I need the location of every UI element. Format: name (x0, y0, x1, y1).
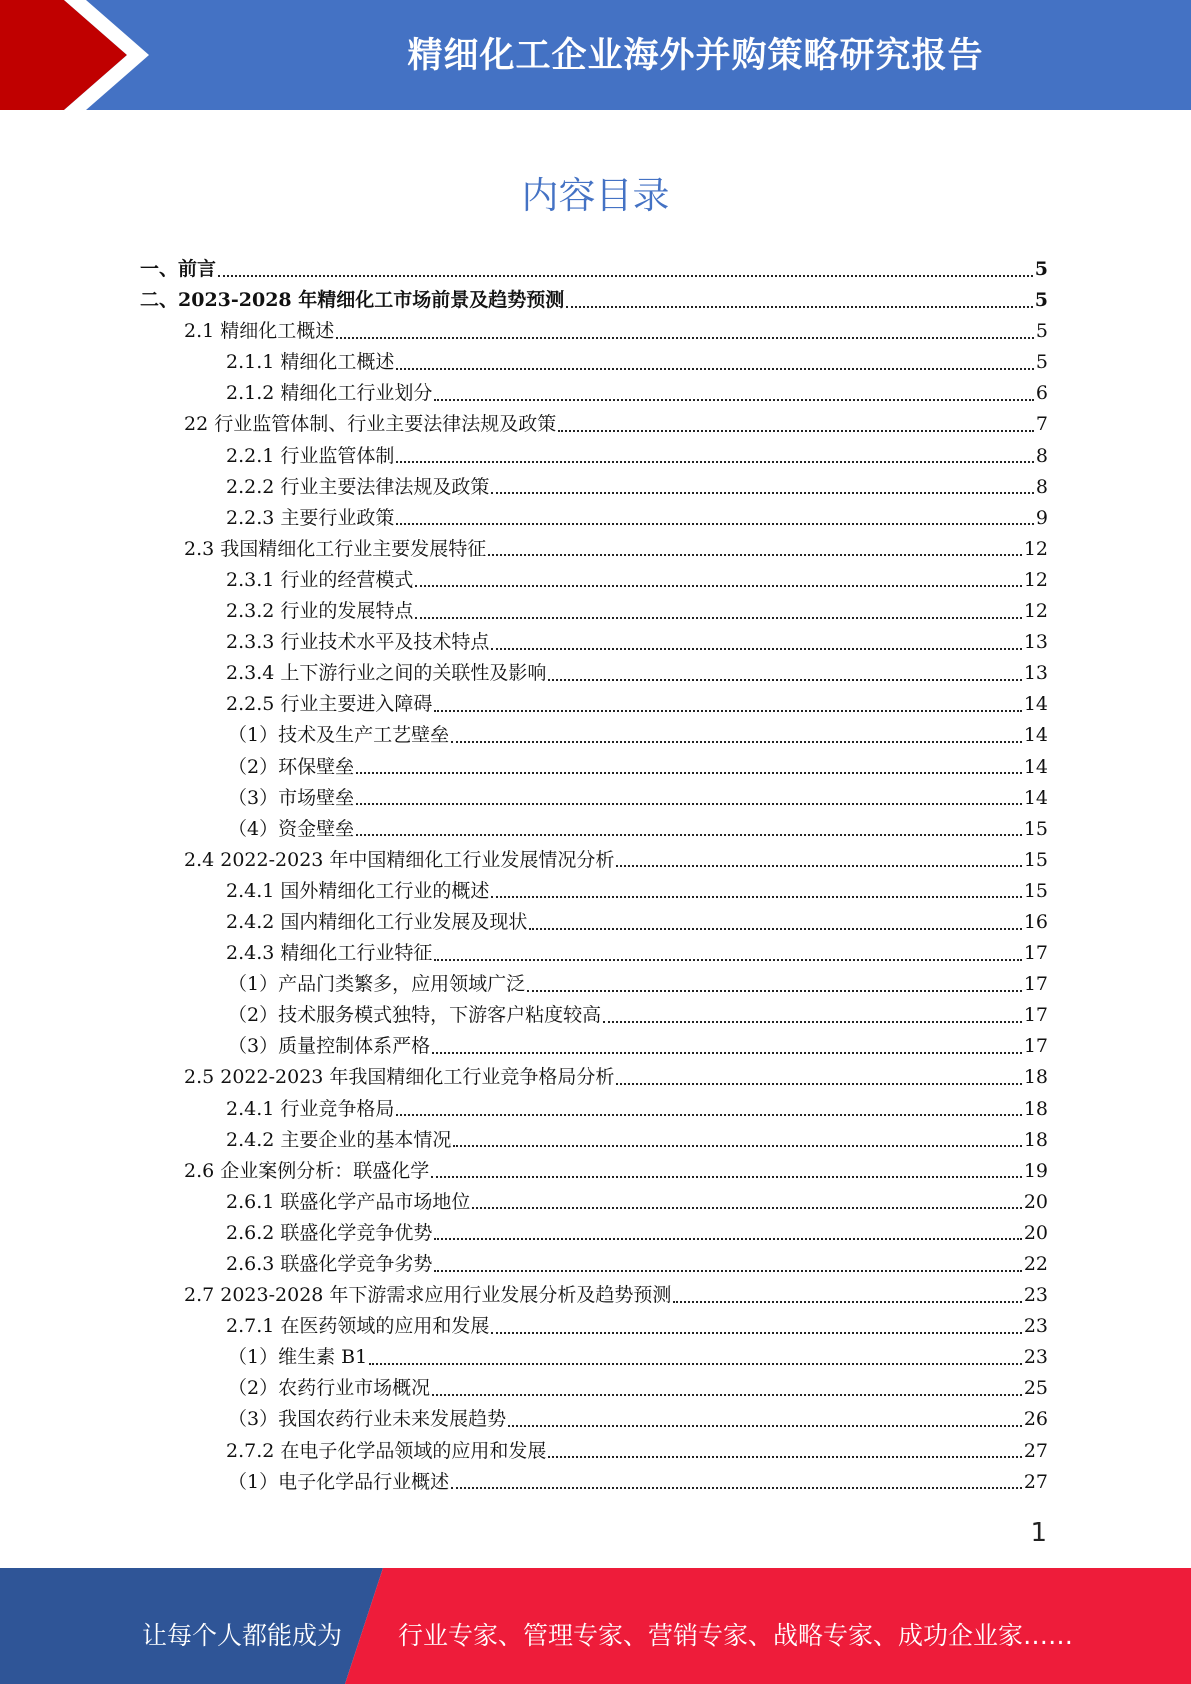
toc-entry[interactable] (140, 1218, 1048, 1249)
toc-entry-page: 23 (1023, 1346, 1048, 1369)
toc-entry[interactable] (140, 752, 1048, 783)
toc-entry-title: （3）质量控制体系严格 (228, 1035, 431, 1058)
toc-dot-leader (529, 928, 1021, 930)
toc-entry-page: 15 (1023, 817, 1048, 840)
toc-dot-leader (369, 1363, 1022, 1365)
toc-entry-page: 6 (1035, 382, 1048, 405)
toc-dot-leader (488, 554, 1022, 556)
toc-entry-page: 23 (1023, 1315, 1048, 1338)
toc-entry[interactable] (140, 534, 1048, 565)
toc-entry-title: 2.2.1 行业监管体制 (226, 444, 395, 467)
toc-entry[interactable] (140, 316, 1048, 347)
footer-banner (0, 1568, 1191, 1684)
toc-entry-title: （2）农药行业市场概况 (228, 1377, 431, 1400)
toc-entry-page: 17 (1023, 1004, 1048, 1027)
toc-entry-title: 2.2.3 主要行业政策 (226, 506, 395, 529)
toc-entry-page: 17 (1023, 1035, 1048, 1058)
toc-dot-leader (415, 617, 1021, 619)
toc-entry[interactable] (140, 814, 1048, 845)
toc-entry-title: 2.4.2 主要企业的基本情况 (226, 1128, 452, 1151)
toc-dot-leader (603, 1021, 1022, 1023)
footer-slogan-left: 让每个人都能成为 (142, 1621, 343, 1650)
toc-entry[interactable] (140, 720, 1048, 751)
toc-entry-page: 12 (1023, 537, 1048, 560)
toc-entry-title: 2.4.3 精细化工行业特征 (226, 942, 433, 965)
toc-entry-page: 16 (1023, 910, 1048, 933)
toc-entry[interactable] (140, 1467, 1048, 1498)
footer-slogan-right: 行业专家、管理专家、营销专家、战略专家、成功企业家…… (398, 1621, 1074, 1650)
toc-entry-title: 2.3.2 行业的发展特点 (226, 600, 414, 623)
toc-dot-leader (218, 275, 1033, 277)
toc-entry-page: 18 (1023, 1128, 1048, 1151)
toc-entry-page: 14 (1023, 724, 1048, 747)
toc-entry-page: 7 (1035, 413, 1048, 436)
toc-entry-page: 5 (1034, 258, 1048, 280)
toc-dot-leader (356, 803, 1022, 805)
toc-entry-title: 2.6.2 联盛化学竞争优势 (226, 1221, 433, 1244)
toc-entry-title: （1）维生素 B1 (228, 1346, 368, 1369)
toc-entry[interactable] (140, 627, 1048, 658)
toc-entry[interactable] (140, 876, 1048, 907)
header-bar (0, 0, 1191, 110)
page-number: 1 (1030, 1518, 1047, 1548)
toc-entry-title: 2.3.1 行业的经营模式 (226, 568, 414, 591)
toc-entry-page: 15 (1023, 879, 1048, 902)
toc-dot-leader (396, 523, 1034, 525)
toc-entry-page: 19 (1023, 1159, 1048, 1182)
header-chevron-decoration (0, 0, 160, 110)
toc-dot-leader (491, 896, 1021, 898)
toc-dot-leader (451, 741, 1022, 743)
toc-dot-leader (548, 1456, 1021, 1458)
toc-entry[interactable] (140, 472, 1048, 503)
toc-entry[interactable] (140, 1342, 1048, 1373)
toc-entry-page: 17 (1023, 973, 1048, 996)
toc-dot-leader (508, 1425, 1022, 1427)
toc-entry[interactable] (140, 689, 1048, 720)
toc-entry-title: （3）市场壁垒 (228, 786, 355, 809)
toc-entry[interactable] (140, 254, 1048, 285)
toc-entry-title: 2.6.3 联盛化学竞争劣势 (226, 1253, 433, 1275)
toc-entry-page: 13 (1023, 662, 1048, 685)
toc-entry-title: 2.6.1 联盛化学产品市场地位 (226, 1190, 471, 1213)
toc-entry[interactable] (140, 783, 1048, 814)
toc-entry[interactable] (140, 1436, 1048, 1467)
toc-entry-title: （2）技术服务模式独特，下游客户粘度较高 (228, 1004, 602, 1027)
toc-dot-leader (434, 399, 1034, 401)
toc-dot-leader (396, 368, 1034, 370)
toc-entry-page: 12 (1023, 568, 1048, 591)
toc-entry-page: 8 (1035, 444, 1048, 467)
toc-dot-leader (432, 1052, 1022, 1054)
toc-dot-leader (491, 1332, 1021, 1334)
toc-dot-leader (616, 1083, 1021, 1085)
toc-entry-title: 2.4.1 国外精细化工行业的概述 (226, 879, 490, 902)
toc-dot-leader (356, 772, 1022, 774)
toc-entry-page: 20 (1023, 1190, 1048, 1213)
toc-entry-title: 22 行业监管体制、行业主要法律法规及政策 (184, 413, 557, 436)
toc-dot-leader (566, 306, 1033, 308)
toc-entry-page: 27 (1023, 1439, 1048, 1462)
toc-dot-leader (453, 1145, 1021, 1147)
toc-entry-title: 2.2.5 行业主要进入障碍 (226, 693, 433, 716)
toc-dot-leader (356, 834, 1022, 836)
toc-entry-page: 17 (1023, 942, 1048, 965)
toc-entry-title: （2）环保壁垒 (228, 755, 355, 778)
toc-dot-leader (415, 585, 1021, 587)
toc-entry-page: 5 (1035, 320, 1048, 343)
toc-entry[interactable] (140, 658, 1048, 689)
toc-dot-leader (431, 1176, 1022, 1178)
toc-dot-leader (616, 865, 1021, 867)
toc-entry-page: 18 (1023, 1097, 1048, 1120)
toc-entry[interactable] (140, 907, 1048, 938)
toc-entry-title: 2.1.1 精细化工概述 (226, 351, 395, 374)
toc-entry[interactable] (140, 1187, 1048, 1218)
toc-dot-leader (396, 1114, 1021, 1116)
toc-dot-leader (673, 1301, 1021, 1303)
toc-entry[interactable] (140, 1031, 1048, 1062)
toc-entry-title: 一、前言 (140, 258, 217, 280)
toc-entry-page: 14 (1023, 693, 1048, 716)
toc-dot-leader (451, 1487, 1022, 1489)
toc-entry[interactable] (140, 1404, 1048, 1435)
toc-entry[interactable] (140, 1373, 1048, 1404)
toc-entry[interactable] (140, 596, 1048, 627)
toc-dot-leader (527, 990, 1022, 992)
toc-entry[interactable] (140, 503, 1048, 534)
toc-entry-title: （1）产品门类繁多，应用领域广泛 (228, 973, 526, 996)
toc-entry-title: 2.3.4 上下游行业之间的关联性及影响 (226, 662, 547, 685)
toc-entry[interactable] (140, 409, 1048, 440)
toc-dot-leader (548, 679, 1021, 681)
toc-entry-title: 2.7.2 在电子化学品领域的应用和发展 (226, 1439, 547, 1462)
toc-dot-leader (434, 1238, 1021, 1240)
toc-entry-title: 二、2023-2028 年精细化工市场前景及趋势预测 (140, 289, 565, 312)
toc-dot-leader (336, 337, 1034, 339)
toc-entry-title: （3）我国农药行业未来发展趋势 (228, 1408, 507, 1431)
toc-entry-title: 2.1.2 精细化工行业划分 (226, 382, 433, 405)
toc-entry[interactable] (140, 1311, 1048, 1342)
toc-entry[interactable] (140, 347, 1048, 378)
toc-entry-title: 2.3 我国精细化工行业主要发展特征 (184, 537, 487, 560)
toc-dot-leader (434, 959, 1021, 961)
toc-entry-page: 26 (1023, 1408, 1048, 1431)
toc-entry[interactable] (140, 1125, 1048, 1156)
toc-entry-title: 2.1 精细化工概述 (184, 320, 335, 343)
toc-entry[interactable] (140, 1280, 1048, 1311)
toc-entry-title: （1）电子化学品行业概述 (228, 1470, 450, 1493)
toc-entry-title: 2.7 2023-2028 年下游需求应用行业发展分析及趋势预测 (184, 1284, 672, 1307)
toc-entry-page: 14 (1023, 755, 1048, 778)
toc-dot-leader (396, 461, 1034, 463)
toc-entry[interactable] (140, 845, 1048, 876)
toc-entry-title: （4）资金壁垒 (228, 817, 355, 840)
toc-entry[interactable] (140, 378, 1048, 409)
toc-entry-title: 2.3.3 行业技术水平及技术特点 (226, 631, 490, 654)
toc-entry[interactable] (140, 1094, 1048, 1125)
toc-entry-title: 2.4.1 行业竞争格局 (226, 1097, 395, 1120)
toc-entry-page: 5 (1035, 351, 1048, 374)
toc-entry-page: 20 (1023, 1221, 1048, 1244)
toc-entry-title: 2.7.1 在医药领域的应用和发展 (226, 1315, 490, 1338)
toc-entry-title: 2.4.2 国内精细化工行业发展及现状 (226, 910, 528, 933)
toc-dot-leader (434, 1270, 1021, 1272)
toc-entry-page: 8 (1035, 475, 1048, 498)
toc-entry-page: 12 (1023, 600, 1048, 623)
toc-heading: 内容目录 (521, 174, 670, 217)
toc-entry-page: 15 (1023, 848, 1048, 871)
toc-entry-page: 5 (1034, 289, 1048, 312)
toc-entry-title: 2.5 2022-2023 年我国精细化工行业竞争格局分析 (184, 1066, 615, 1089)
toc-entry[interactable] (140, 441, 1048, 472)
toc-entry-title: （1）技术及生产工艺壁垒 (228, 724, 450, 747)
toc-dot-leader (558, 430, 1034, 432)
toc-entry-page: 18 (1023, 1066, 1048, 1089)
toc-entry-title: 2.2.2 行业主要法律法规及政策 (226, 475, 490, 498)
toc-entry-title: 2.4 2022-2023 年中国精细化工行业发展情况分析 (184, 848, 615, 871)
toc-entry-page: 14 (1023, 786, 1048, 809)
toc-dot-leader (432, 1394, 1022, 1396)
toc-dot-leader (491, 648, 1021, 650)
toc-entry[interactable] (140, 565, 1048, 596)
toc-entry-title: 2.6 企业案例分析：联盛化学 (184, 1159, 430, 1182)
toc-entry[interactable] (140, 285, 1048, 316)
toc-entry[interactable] (140, 1062, 1048, 1093)
toc-entry-page: 22 (1023, 1253, 1048, 1275)
toc-entry-page: 27 (1023, 1470, 1048, 1493)
toc-dot-leader (491, 492, 1034, 494)
toc-entry-page: 13 (1023, 631, 1048, 654)
report-title: 精细化工企业海外并购策略研究报告 (407, 36, 984, 76)
toc-entry-page: 23 (1023, 1284, 1048, 1307)
toc-entry-page: 9 (1035, 506, 1048, 529)
toc-entry[interactable] (140, 938, 1048, 969)
toc-entry[interactable] (140, 1249, 1048, 1280)
toc-entry[interactable] (140, 1156, 1048, 1187)
table-of-contents (140, 254, 1048, 1498)
toc-entry[interactable] (140, 969, 1048, 1000)
toc-dot-leader (434, 710, 1021, 712)
toc-entry[interactable] (140, 1000, 1048, 1031)
toc-entry-page: 25 (1023, 1377, 1048, 1400)
toc-dot-leader (472, 1207, 1021, 1209)
